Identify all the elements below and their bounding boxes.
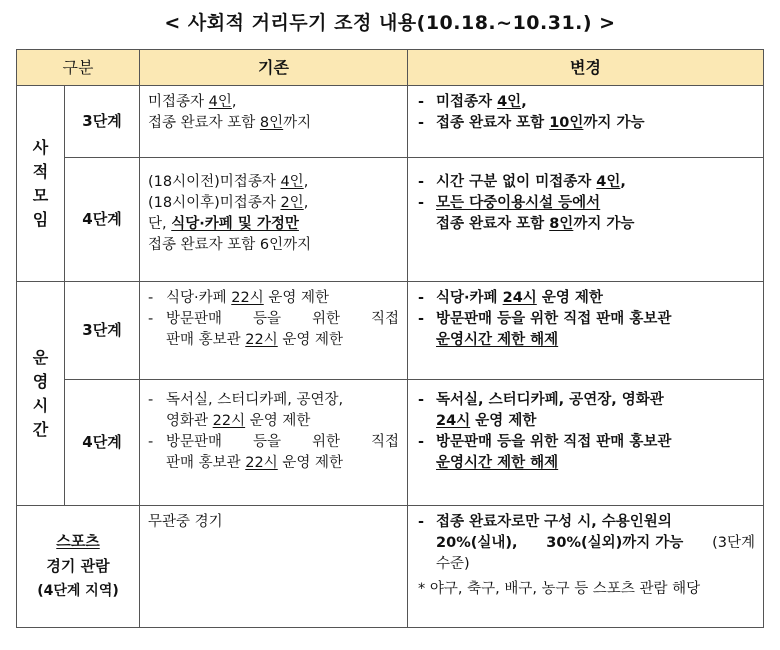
stage-label: 4단계 bbox=[65, 380, 140, 506]
changed-cell: - 식당·카페 24시 운영 제한 - 방문판매 등을 위한 직접 판매 홍보관 운영시간 제한 해제 bbox=[408, 282, 764, 380]
category-hours: 운영시간 bbox=[17, 282, 65, 506]
changed-cell: - 독서실, 스터디카페, 공연장, 영화관 24시 운영 제한 - 방문판매 등을 위한 직접 판매 홍보관 운영시간 제한 해제 bbox=[408, 380, 764, 506]
header-changed: 변경 bbox=[408, 50, 764, 86]
header-row bbox=[17, 50, 764, 86]
category-sports: 스포츠 경기 관람 (4단계 지역) bbox=[17, 506, 140, 628]
current-cell: - 독서실, 스터디카페, 공연장, 영화관 22시 운영 제한 - 방문판매 등을 위한 직접 판매 홍보관 22시 운영 제한 bbox=[140, 380, 408, 506]
policy-table bbox=[16, 49, 764, 628]
current-cell: - 식당·카페 22시 운영 제한 - 방문판매 등을 위한 직접 판매 홍보관 22시 운영 제한 bbox=[140, 282, 408, 380]
current-cell: 무관중 경기 bbox=[140, 506, 408, 628]
changed-cell: - 시간 구분 없이 미접종자 4인, - 모든 다중이용시설 등에서 접종 완료자 포함 8인까지 가능 bbox=[408, 158, 764, 282]
current-cell: (18시이전)미접종자 4인, (18시이후)미접종자 2인, 단, 식당·카페 및 가정만 접종 완료자 포함 6인까지 bbox=[140, 158, 408, 282]
table-row bbox=[17, 282, 764, 380]
footnote: * 야구, 축구, 배구, 농구 등 스포츠 관람 해당 bbox=[418, 581, 701, 597]
table-row bbox=[17, 380, 764, 506]
table-row bbox=[17, 86, 764, 158]
header-category: 구분 bbox=[17, 50, 140, 86]
table-row bbox=[17, 506, 764, 628]
table-row bbox=[17, 158, 764, 282]
stage-label: 4단계 bbox=[65, 158, 140, 282]
stage-label: 3단계 bbox=[65, 282, 140, 380]
changed-cell: - 미접종자 4인, - 접종 완료자 포함 10인까지 가능 bbox=[408, 86, 764, 158]
changed-cell: - 접종 완료자로만 구성 시, 수용인원의 20%(실내), 30%(실외)까지 가능 (3단계 수준) * 야구, 축구, 배구, 농구 등 스포츠 관람 해당 bbox=[408, 506, 764, 628]
current-cell: 미접종자 4인, 접종 완료자 포함 8인까지 bbox=[140, 86, 408, 158]
page-title: < 사회적 거리두기 조정 내용(10.18.~10.31.) > bbox=[164, 12, 616, 34]
category-gatherings: 사적모임 bbox=[17, 86, 65, 282]
stage-label: 3단계 bbox=[65, 86, 140, 158]
header-current: 기존 bbox=[140, 50, 408, 86]
